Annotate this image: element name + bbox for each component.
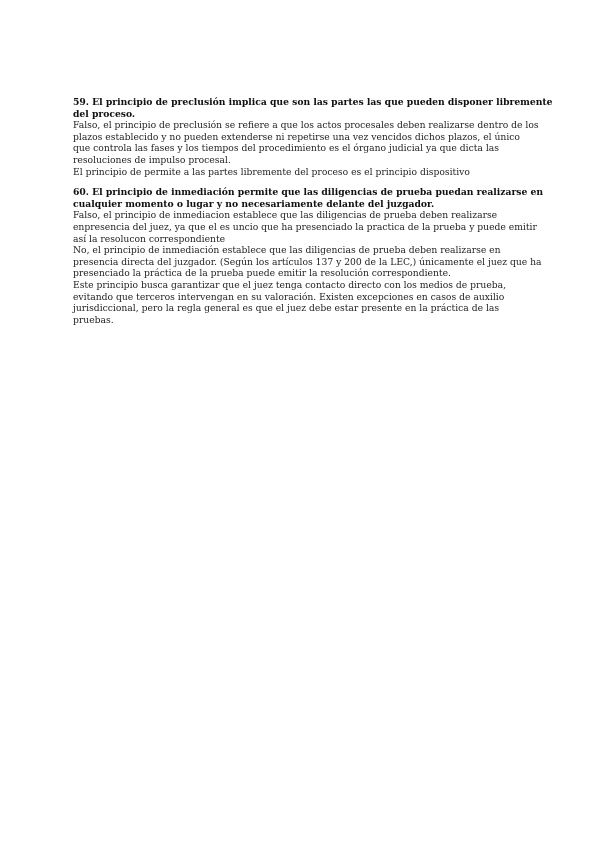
answer-60-line: Falso, el principio de inmediacion establece que las diligencias de prueba deben realizarse <box>73 210 498 222</box>
document-page <box>73 97 553 335</box>
answer-60-line: presenciado la práctica de la prueba puede emitir la resolución correspondiente. <box>73 268 451 280</box>
answer-60-line: enpresencia del juez, ya que el es uncio que ha presenciado la practica de la prueba y puede emitir <box>73 221 537 233</box>
question-59-heading <box>73 97 553 120</box>
question-59-line: del proceso. <box>73 108 136 120</box>
answer-59-line: El principio de permite a las partes libremente del proceso es el principio dispositivo <box>73 166 470 178</box>
question-60-heading <box>73 187 544 210</box>
answer-60-line: Este principio busca garantizar que el juez tenga contacto directo con los medios de prueba, <box>73 279 507 291</box>
question-60-line: 60. El principio de inmediación permite que las diligencias de prueba puedan realizarse en <box>73 187 544 199</box>
question-block-59 <box>73 97 553 178</box>
answer-59 <box>73 120 539 178</box>
answer-59-line: Falso, el principio de preclusión se refiere a que los actos procesales deben realizarse dentro de los <box>73 120 539 132</box>
answer-60-line: pruebas. <box>73 314 114 326</box>
answer-60-line: jurisdiccional, pero la regla general es que el juez debe estar presente en la práctica de las <box>73 303 500 315</box>
answer-60-line: presencia directa del juzgador. (Según los artículos 137 y 200 de la LEC,) únicamente el juez que ha <box>73 256 542 268</box>
question-59-line: 59. El principio de preclusión implica que son las partes las que pueden disponer libremente <box>73 97 553 108</box>
answer-60-line: así la resolucon correspondiente <box>73 233 226 245</box>
question-60-line: cualquier momento o lugar y no necesariamente delante del juzgador. <box>73 198 435 210</box>
answer-60-line: evitando que terceros intervengan en su valoración. Existen excepciones en casos de auxilio <box>73 291 505 303</box>
answer-59-line: resoluciones de impulso procesal. <box>73 154 231 166</box>
answer-60-line: No, el principio de inmediación establece que las diligencias de prueba deben realizarse en <box>73 245 501 257</box>
question-block-60 <box>73 187 544 326</box>
answer-59-line: plazos establecido y no pueden extenderse ni repetirse una vez vencidos dichos plazos, el único <box>73 131 520 143</box>
answer-59-line: que controla las fases y los tiempos del procedimiento es el órgano judicial ya que dicta las <box>73 143 499 155</box>
answer-60 <box>73 210 542 326</box>
